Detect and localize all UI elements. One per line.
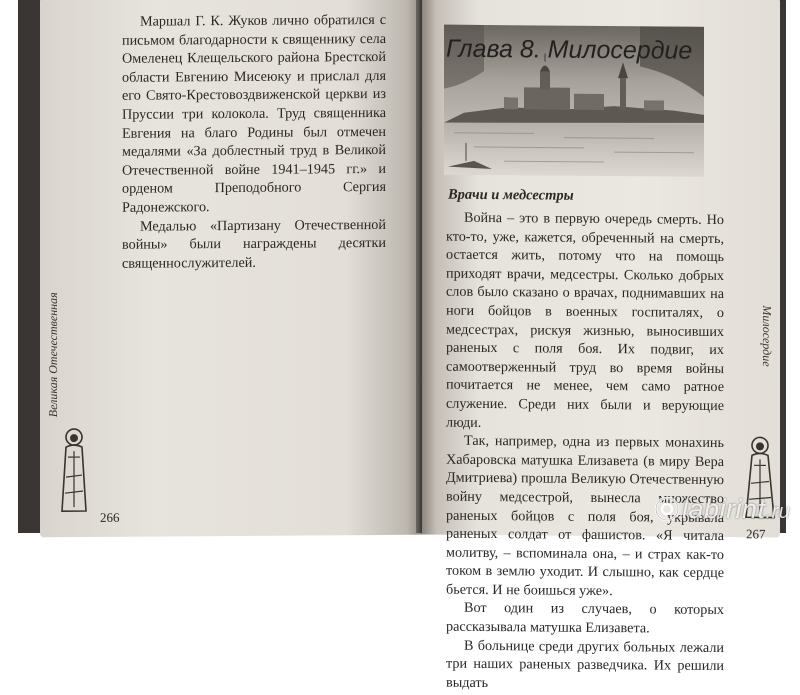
right-page-text: [446, 209, 724, 695]
paragraph: Медалью «Партизану Отечественной войны» были награждены десятки священнослужителей.: [122, 216, 386, 272]
running-head-right: Милосердие: [760, 305, 774, 367]
paragraph: Вот один из случаев, о которых рассказывала матушка Елизавета.: [446, 600, 724, 637]
paragraph: Война – это в первую очередь смерть. Но кто-то, уже, кажется, обреченный на смерть, остается жить, потому что на помощь приходят врачи, медсестры. Сколько добрых слов было сказано о врачах, поднимавших на ноги бойцов в военных госпиталях, о медсестрах, рискуя жизнью, выносивших раненых с поля боя. Их подвиг, их самоотверженный труд во время войны почитается не менее, чем само ратное служение. Среди них были и верующие люди.: [446, 209, 724, 431]
labirint-logo-icon: [654, 496, 680, 522]
page-number-right: 267: [746, 526, 766, 542]
labirint-watermark: [654, 494, 790, 524]
saint-icon: [56, 427, 92, 515]
page-number-left: 266: [100, 509, 120, 525]
paragraph: Маршал Г. К. Жуков лично обратился с письмом благодарности к священнику села Омеленец Клещельского района Брестской области Евгению Мисеюку и прислал для его Свято-Крестовоздвиженской церкви из Пруссии три колокола. Труд священника Евгения на благо Родины был отмечен медалями «За доблестный труд в Великой Отечественной войне 1941–1945 гг.» и орденом Преподобного Сергия Радонежского.: [122, 11, 386, 216]
left-page: [40, 0, 422, 537]
paragraph: В больнице среди других больных лежали три наших раненых разведчика. Их решили выдать: [446, 637, 724, 691]
open-book: [18, 0, 786, 691]
paragraph: Так, например, одна из первых монахинь Хабаровска матушка Елизавета (в миру Вера Дмитриева) прошла Великую Отечественную войну медсестрой, вынесла множество раненых бойцов с поля боя, укрывала раненых солдат от фашистов. «Я читала молитву, – вспоминала она, – и страх как-то током в землю уходит. И слышно, как сердце бьется. И не боишься уже».: [446, 432, 724, 599]
section-heading: Врачи и медсестры: [448, 186, 574, 204]
running-head-left: Великая Отечественная: [46, 292, 60, 418]
right-page: [422, 0, 780, 691]
left-page-text: [122, 11, 386, 273]
watermark-text: labirint.ru: [682, 493, 791, 524]
chapter-title: Глава 8. Милосердие: [446, 34, 693, 65]
